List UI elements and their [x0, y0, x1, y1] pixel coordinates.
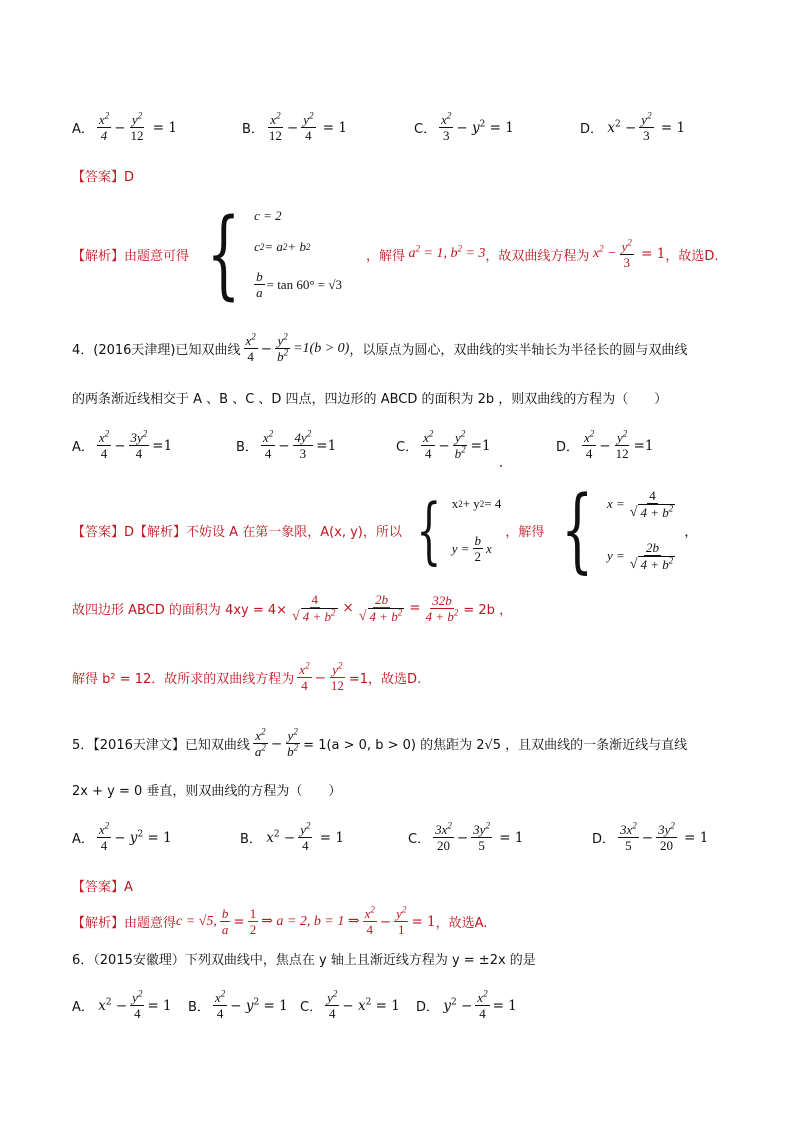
equation-system-1: { x 2 + y 2 = 4 y = $\frac{b}{2}$ x [416, 488, 502, 572]
q3-analysis: 【解析】 由题意可得 { c = 2 c 2 = a 2 + b 2 $\frac{b}{a}$ = tan 60° = √3 ，解得 $a^2 = 1$, $b^2 = 3$ ，故双曲线方程为 $x^2$ − $\frac{y^2}{3}$ = 1 ，故选D. [72, 198, 719, 310]
q4-stem-line2: 的两条渐近线相交于 A 、B 、C 、D 四点，四边形的 ABCD 的面积为 2b ，则双曲线的方程为（ ） [72, 392, 668, 407]
q3-answer: 【答案】D [72, 170, 135, 185]
q5-option-b: B． $x^2$ − $\frac{y^2}{4}$ = 1 [240, 820, 344, 853]
q4-stem-line1: 4．(2016天津理)已知双曲线 $\frac{x^2}{4}$ − $\frac{y^2}{b^2}$ =1(b > 0) ，以原点为圆心，双曲线的实半轴长为半径长的圆与双曲线 [72, 331, 688, 364]
q4-option-d: D． $\frac{x^2}{4}$ − $\frac{y^2}{12}$ =1 [556, 428, 654, 461]
analysis-label: 【解析】 [72, 248, 125, 264]
q5-option-c: C． $\frac{3x^2}{20}$ − $\frac{3y^2}{5}$ = 1 [408, 820, 524, 853]
q5-option-d: D． $\frac{3x^2}{5}$ − $\frac{3y^2}{20}$ = 1 [592, 820, 709, 853]
q4-option-c: C． $\frac{x^2}{4}$ − $\frac{y^2}{b^2}$ =1 [396, 428, 491, 461]
q5-stem-line1: 5．【2016天津文】已知双曲线 $\frac{x^2}{a^2}$ − $\frac{y^2}{b^2}$ = 1(a > 0, b > 0) 的焦距为 2√5 ，且双曲线的一条渐近线与直线 [72, 726, 688, 759]
q3-option-a: A． $\frac{x^2}{4}$ − $\frac{y^2}{12}$ = 1 [72, 110, 177, 143]
q3-option-d: D． $x^2$ − $\frac{y^2}{3}$ = 1 [580, 110, 686, 143]
equation-system-2: { x = 4 √ $4 + b^2$ y = 2b √ $4 + b^2$ [561, 476, 674, 583]
equation-system: { c = 2 c 2 = a 2 + b 2 $\frac{b}{a}$ = tan 60° = √3 [206, 198, 342, 310]
stray-dot [500, 465, 502, 467]
q5-analysis: 【解析】 由题意得 c = √5, $\frac{b}{a}$ = $\frac{1}{2}$ ⇒ a = 2, b = 1 ⇒ $\frac{x^2}{4}$ − $\frac{y^2}{1}$ = 1 ，故选A. [72, 904, 488, 937]
q4-answer-analysis: 【答案】D 【解析】 不妨设 A 在第一象限，A(x, y)，所以 { x 2 + y 2 = 4 y = $\frac{b}{2}$ x ，解得 { x = 4 √ $4 + b^2$ y = 2b √ $4 + b^2$ ， [72, 476, 698, 583]
q5-answer: 【答案】A [72, 880, 133, 895]
q3-option-b: B． $\frac{x^2}{12}$ − $\frac{y^2}{4}$ = 1 [242, 110, 347, 143]
q6-option-b: B． $\frac{x^2}{4}$ − $y^2 = 1$ [188, 988, 288, 1021]
q3-option-c: C． $\frac{x^2}{3}$ − $y^2 = 1$ [414, 110, 514, 143]
q4-option-b: B． $\frac{x^2}{4}$ − $\frac{4y^2}{3}$ =1 [236, 428, 337, 461]
q4-area: 故四边形 ABCD 的面积为 4xy = 4× 4 √ $4 + b^2$ × 2b √ $4 + b^2$ = $\frac{32b}{4 + b^2}$ = 2b ， [72, 592, 513, 624]
q6-option-a: A． $x^2$ − $\frac{y^2}{4}$ = 1 [72, 988, 172, 1021]
q6-option-d: D． $y^2$ − $\frac{x^2}{4}$ = 1 [416, 988, 517, 1021]
q5-stem-line2: 2x + y = 0 垂直，则双曲线的方程为（ ） [72, 784, 342, 799]
q5-option-a: A． $\frac{x^2}{4}$ − $y^2 = 1$ [72, 820, 172, 853]
q4-final: 解得 b² = 12．故所求的双曲线方程为 $\frac{x^2}{4}$ − $\frac{y^2}{12}$ =1，故选D. [72, 660, 422, 693]
q6-option-c: C． $\frac{y^2}{4}$ − $x^2 = 1$ [300, 988, 400, 1021]
q4-option-a: A． $\frac{x^2}{4}$ − $\frac{3y^2}{4}$ =1 [72, 428, 173, 461]
q6-stem: 6．（2015安徽理）下列双曲线中，焦点在 y 轴上且渐近线方程为 y = ±2x 的是 [72, 953, 536, 968]
